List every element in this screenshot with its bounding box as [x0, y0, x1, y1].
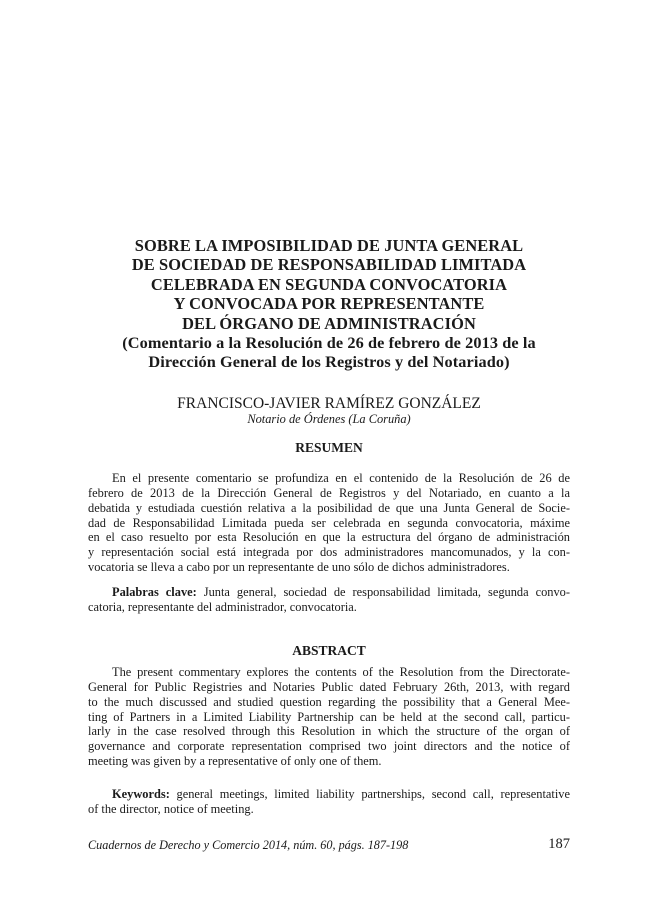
- keywords-line: catoria, representante del administrador, convocatoria.: [88, 599, 357, 614]
- journal-citation: Cuadernos de Derecho y Comercio 2014, núm. 60, págs. 187-198: [88, 838, 409, 852]
- resumen-line: febrero de 2013 de la Dirección General de Registros y del Notariado, en cuanto a la: [88, 485, 570, 500]
- title-line: CELEBRADA EN SEGUNDA CONVOCATORIA: [150, 274, 508, 294]
- keywords-text: Junta general, sociedad de responsabilidad limitada, segunda convo-: [196, 585, 571, 599]
- keywords-line: [88, 585, 570, 600]
- subtitle-line: (Comentario a la Resolución de 26 de febrero de 2013 de la: [122, 333, 536, 353]
- title-line: DE SOCIEDAD DE RESPONSABILIDAD LIMITADA: [131, 255, 527, 275]
- abstract-heading: ABSTRACT: [292, 643, 366, 658]
- resumen-line: debatida y estudiada cuestión relativa a la posibilidad de que una Junta General de Socie-: [88, 500, 570, 515]
- abstract-line: governance and corporate representation comprised two joint directors and the notice of: [88, 739, 570, 754]
- abstract-line: ting of Partners in a Limited Liability Partnership can be held at the second call, particu-: [88, 709, 570, 724]
- keywords-label: Keywords:: [112, 787, 170, 801]
- keywords-label: Palabras clave:: [112, 585, 197, 599]
- resumen-heading: RESUMEN: [295, 440, 363, 455]
- keywords-line: [88, 787, 570, 802]
- resumen-line: En el presente comentario se profundiza en el contenido de la Resolución de 26 de: [112, 471, 570, 485]
- resumen-paragraph: [88, 471, 570, 575]
- author-affiliation: Notario de Órdenes (La Coruña): [247, 412, 411, 426]
- resumen-line: dad de Responsabilidad Limitada pueda ser celebrada en segunda convocatoria, máxime: [88, 515, 570, 530]
- abstract-paragraph: [88, 665, 570, 769]
- subtitle-line: Dirección General de los Registros y del Notariado): [148, 352, 510, 372]
- resumen-line: en el caso resuelto por esta Resolución en que la estructura del órgano de administración: [88, 530, 570, 545]
- abstract-line: The present commentary explores the contents of the Resolution from the Directorate-: [112, 665, 570, 679]
- abstract-line: meeting was given by a representative of only one of them.: [88, 754, 382, 769]
- title-line: SOBRE LA IMPOSIBILIDAD DE JUNTA GENERAL: [134, 236, 524, 255]
- article-title: [88, 236, 570, 372]
- abstract-line: larly in the case resolved through this Resolution in which the structure of the organ of: [88, 724, 570, 739]
- title-line: Y CONVOCADA POR REPRESENTANTE: [173, 294, 485, 314]
- title-line: DEL ÓRGANO DE ADMINISTRACIÓN: [182, 313, 476, 333]
- resumen-line: y representación social está integrada por dos administradores mancomunados, y la con-: [88, 545, 570, 560]
- abstract-keywords: [88, 787, 570, 817]
- page-number: 187: [548, 836, 570, 852]
- abstract-line: to the much discussed and studied question regarding the possibility that a General Mee-: [88, 694, 570, 709]
- keywords-line: of the director, notice of meeting.: [88, 801, 254, 816]
- resumen-keywords: [88, 585, 570, 615]
- abstract-line: General for Public Registries and Notaries Public dated February 26th, 2013, with regard: [88, 679, 570, 694]
- resumen-line: vocatoria se lleva a cabo por un representante de uno sólo de dichos administradores.: [88, 560, 510, 575]
- keywords-text: general meetings, limited liability partnerships, second call, representative: [169, 787, 570, 801]
- author-name: FRANCISCO-JAVIER RAMÍREZ GONZÁLEZ: [177, 395, 481, 412]
- article-page: [88, 0, 570, 917]
